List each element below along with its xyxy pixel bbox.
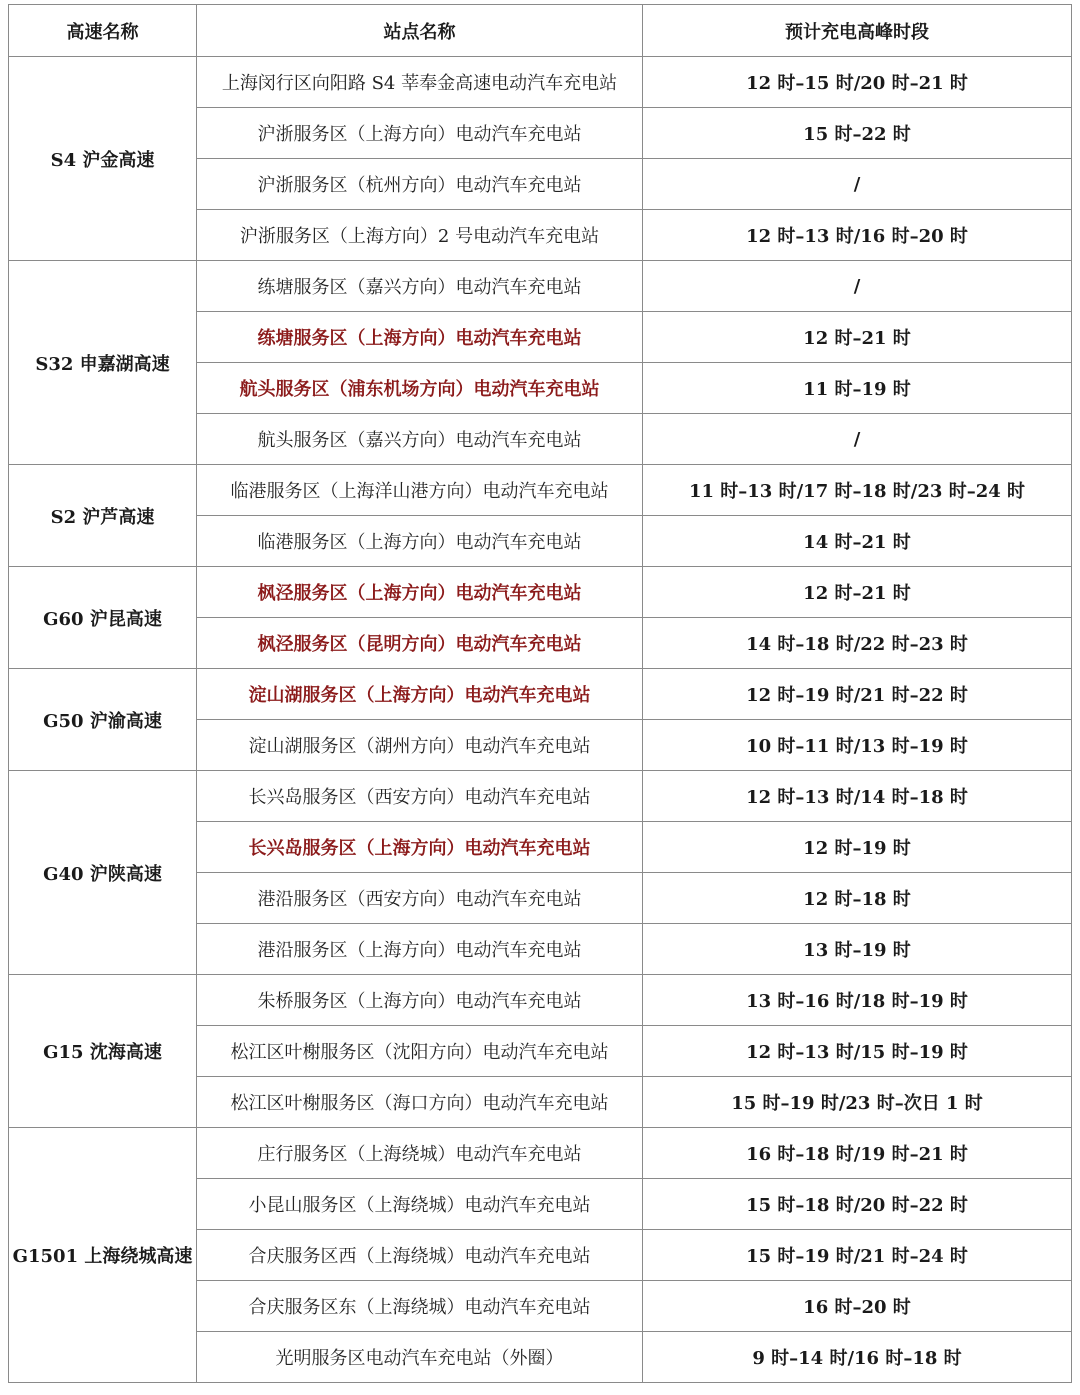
table-row: [9, 567, 1072, 618]
station-name-cell: 庄行服务区（上海绕城）电动汽车充电站: [197, 1128, 643, 1179]
peak-time-cell: 15 时–18 时/20 时–22 时: [643, 1179, 1072, 1230]
peak-time-cell: 12 时–18 时: [643, 873, 1072, 924]
station-name-cell: 临港服务区（上海方向）电动汽车充电站: [197, 516, 643, 567]
station-name-cell: 航头服务区（嘉兴方向）电动汽车充电站: [197, 414, 643, 465]
header-row: [9, 5, 1072, 57]
station-name-cell: 练塘服务区（嘉兴方向）电动汽车充电站: [197, 261, 643, 312]
station-name-cell: 光明服务区电动汽车充电站（外圈）: [197, 1332, 643, 1383]
station-name-cell: 合庆服务区西（上海绕城）电动汽车充电站: [197, 1230, 643, 1281]
peak-time-cell: 12 时–19 时/21 时–22 时: [643, 669, 1072, 720]
table-row: [9, 771, 1072, 822]
peak-time-cell: 13 时–16 时/18 时–19 时: [643, 975, 1072, 1026]
station-name-cell: 练塘服务区（上海方向）电动汽车充电站: [197, 312, 643, 363]
highway-name-cell: G1501 上海绕城高速: [9, 1128, 197, 1383]
peak-time-cell: 15 时–19 时/23 时–次日 1 时: [643, 1077, 1072, 1128]
table-row: [9, 1128, 1072, 1179]
peak-time-cell: 12 时–21 时: [643, 312, 1072, 363]
station-name-cell: 合庆服务区东（上海绕城）电动汽车充电站: [197, 1281, 643, 1332]
peak-time-cell: /: [643, 261, 1072, 312]
peak-time-cell: 11 时–19 时: [643, 363, 1072, 414]
peak-time-cell: 16 时–18 时/19 时–21 时: [643, 1128, 1072, 1179]
station-name-cell: 松江区叶榭服务区（沈阳方向）电动汽车充电站: [197, 1026, 643, 1077]
peak-time-cell: 16 时–20 时: [643, 1281, 1072, 1332]
station-name-cell: 港沿服务区（上海方向）电动汽车充电站: [197, 924, 643, 975]
highway-name-cell: G60 沪昆高速: [9, 567, 197, 669]
charging-peak-table: [8, 4, 1072, 1383]
peak-time-cell: 12 时–13 时/16 时–20 时: [643, 210, 1072, 261]
peak-time-cell: 12 时–21 时: [643, 567, 1072, 618]
station-name-cell: 小昆山服务区（上海绕城）电动汽车充电站: [197, 1179, 643, 1230]
peak-time-cell: 15 时–19 时/21 时–24 时: [643, 1230, 1072, 1281]
peak-time-cell: 12 时–13 时/15 时–19 时: [643, 1026, 1072, 1077]
highway-name-cell: S4 沪金高速: [9, 57, 197, 261]
station-name-cell: 港沿服务区（西安方向）电动汽车充电站: [197, 873, 643, 924]
station-name-cell: 松江区叶榭服务区（海口方向）电动汽车充电站: [197, 1077, 643, 1128]
table-row: [9, 669, 1072, 720]
peak-time-cell: 14 时–18 时/22 时–23 时: [643, 618, 1072, 669]
peak-time-cell: 14 时–21 时: [643, 516, 1072, 567]
station-name-cell: 沪浙服务区（杭州方向）电动汽车充电站: [197, 159, 643, 210]
peak-time-cell: /: [643, 159, 1072, 210]
table-row: [9, 465, 1072, 516]
header-station: 站点名称: [197, 5, 643, 57]
peak-time-cell: 12 时–13 时/14 时–18 时: [643, 771, 1072, 822]
peak-time-cell: 12 时–15 时/20 时–21 时: [643, 57, 1072, 108]
peak-time-cell: 9 时–14 时/16 时–18 时: [643, 1332, 1072, 1383]
highway-name-cell: G50 沪渝高速: [9, 669, 197, 771]
station-name-cell: 长兴岛服务区（西安方向）电动汽车充电站: [197, 771, 643, 822]
header-peak-time: 预计充电高峰时段: [643, 5, 1072, 57]
peak-time-cell: 13 时–19 时: [643, 924, 1072, 975]
station-name-cell: 长兴岛服务区（上海方向）电动汽车充电站: [197, 822, 643, 873]
station-name-cell: 上海闵行区向阳路 S4 莘奉金高速电动汽车充电站: [197, 57, 643, 108]
table-row: [9, 261, 1072, 312]
station-name-cell: 沪浙服务区（上海方向）电动汽车充电站: [197, 108, 643, 159]
peak-time-cell: 12 时–19 时: [643, 822, 1072, 873]
highway-name-cell: G15 沈海高速: [9, 975, 197, 1128]
station-name-cell: 枫泾服务区（上海方向）电动汽车充电站: [197, 567, 643, 618]
peak-time-cell: 15 时–22 时: [643, 108, 1072, 159]
table-row: [9, 57, 1072, 108]
table-row: [9, 975, 1072, 1026]
station-name-cell: 淀山湖服务区（上海方向）电动汽车充电站: [197, 669, 643, 720]
peak-time-cell: 11 时–13 时/17 时–18 时/23 时–24 时: [643, 465, 1072, 516]
station-name-cell: 临港服务区（上海洋山港方向）电动汽车充电站: [197, 465, 643, 516]
table-body: [9, 57, 1072, 1383]
station-name-cell: 枫泾服务区（昆明方向）电动汽车充电站: [197, 618, 643, 669]
peak-time-cell: 10 时–11 时/13 时–19 时: [643, 720, 1072, 771]
highway-name-cell: S2 沪芦高速: [9, 465, 197, 567]
station-name-cell: 淀山湖服务区（湖州方向）电动汽车充电站: [197, 720, 643, 771]
station-name-cell: 航头服务区（浦东机场方向）电动汽车充电站: [197, 363, 643, 414]
station-name-cell: 沪浙服务区（上海方向）2 号电动汽车充电站: [197, 210, 643, 261]
header-highway: 高速名称: [9, 5, 197, 57]
peak-time-cell: /: [643, 414, 1072, 465]
station-name-cell: 朱桥服务区（上海方向）电动汽车充电站: [197, 975, 643, 1026]
highway-name-cell: G40 沪陕高速: [9, 771, 197, 975]
highway-name-cell: S32 申嘉湖高速: [9, 261, 197, 465]
